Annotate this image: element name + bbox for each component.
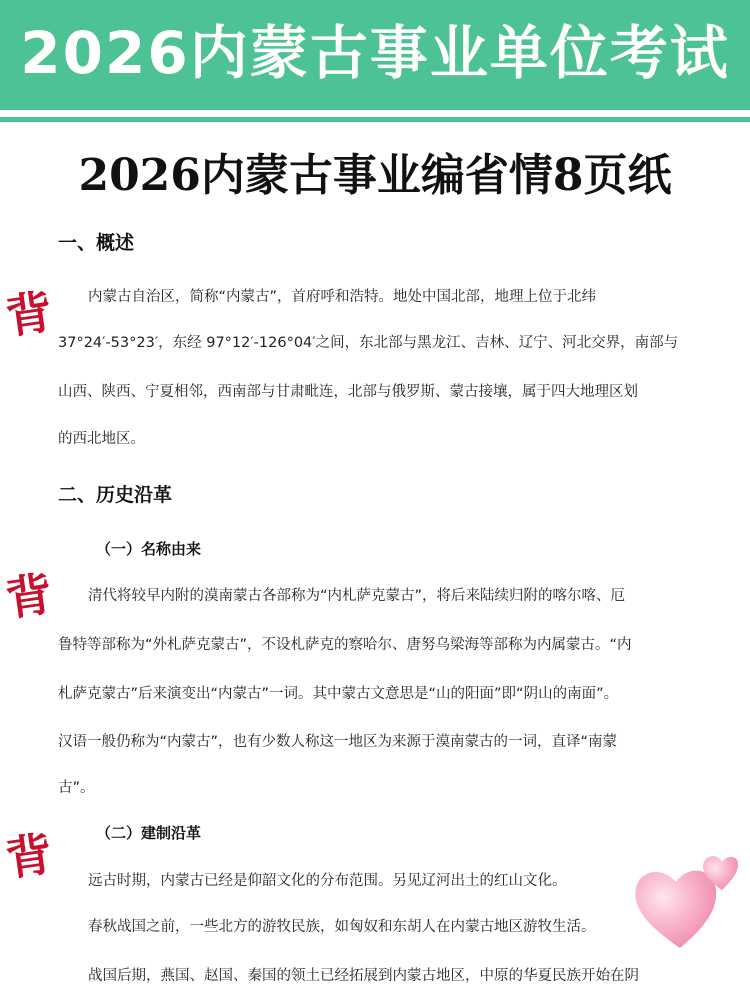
- paragraph-line: 内蒙古自治区，简称“内蒙古”，首府呼和浩特。地处中国北部，地理上位于北纬: [88, 289, 597, 305]
- paragraph-line: 古”。: [58, 780, 95, 796]
- paragraph-line: 春秋战国之前，一些北方的游牧民族，如匈奴和东胡人在内蒙古地区游牧生活。: [88, 919, 596, 935]
- section-heading-history: 二、历史沿革: [58, 484, 173, 506]
- paragraph-line: 远古时期，内蒙古已经是仰韶文化的分布范围。另见辽河出土的红山文化。: [88, 873, 567, 889]
- paragraph-line: 37°24′-53°23′，东经 97°12′-126°04′之间，东北部与黑龙江、吉林、辽宁、河北交界，南部与: [58, 335, 679, 351]
- memorize-stamp-icon: 背: [2, 826, 56, 887]
- hearts-icon: [628, 848, 750, 958]
- banner-divider: [0, 117, 750, 122]
- memorize-stamp-icon: 背: [2, 284, 56, 345]
- subsection-heading-name-origin: （一）名称由来: [96, 540, 202, 558]
- paragraph-line: 清代将较早内附的漠南蒙古各部称为“内札萨克蒙古”，将后来陆续归附的喀尔喀、厄: [88, 588, 626, 604]
- paragraph-line: 汉语一般仍称为“内蒙古”，也有少数人称这一地区为来源于漠南蒙古的一词，直译“南蒙: [58, 734, 618, 750]
- header-banner: [0, 0, 750, 110]
- paragraph-line: 札萨克蒙古”后来演变出“内蒙古”一词。其中蒙古文意思是“山的阳面”即“阴山的南面”。: [58, 686, 619, 702]
- paragraph-line: 山西、陕西、宁夏相邻，西南部与甘肃毗连，北部与俄罗斯、蒙古接壤，属于四大地理区划: [58, 384, 638, 400]
- paragraph-line: 鲁特等部称为“外札萨克蒙古”，不设札萨克的察哈尔、唐努乌梁海等部称为内属蒙古。“内: [58, 637, 632, 653]
- paragraph-line: 战国后期，燕国、赵国、秦国的领土已经拓展到内蒙古地区，中原的华夏民族开始在阴: [88, 968, 639, 984]
- document-title: 2026内蒙古事业编省情8页纸: [78, 150, 672, 201]
- paragraph-line: 的西北地区。: [58, 431, 145, 447]
- memorize-stamp-icon: 背: [2, 566, 56, 627]
- section-heading-overview: 一、概述: [58, 232, 135, 254]
- large-heart-icon: [635, 871, 716, 948]
- subsection-heading-administrative-history: （二）建制沿革: [96, 824, 202, 842]
- banner-title: 2026内蒙古事业单位考试: [20, 19, 730, 87]
